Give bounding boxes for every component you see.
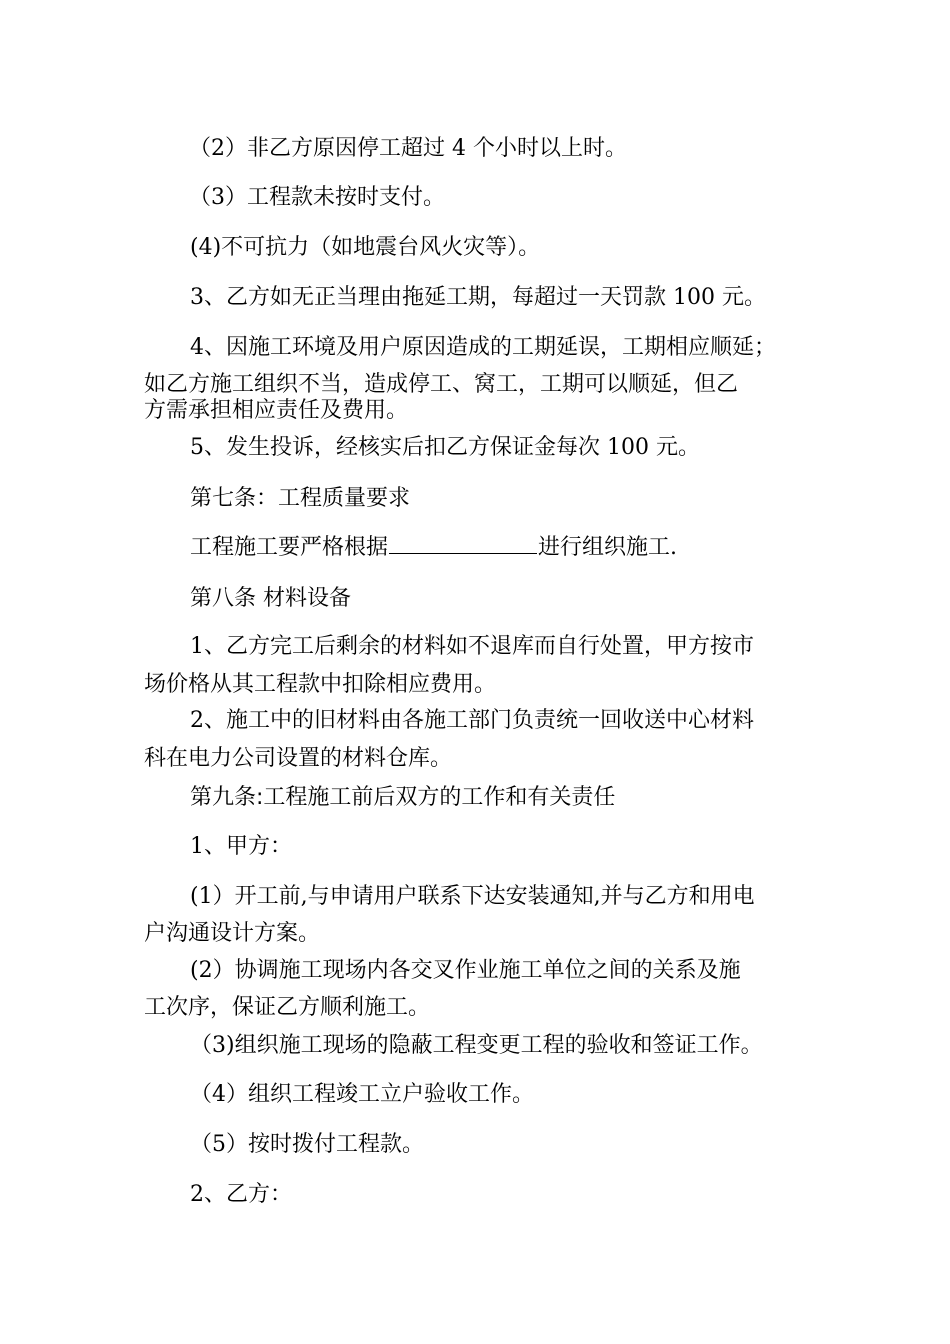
text-segment: 工程施工要严格根据	[190, 535, 389, 560]
paragraph-line: 场价格从其工程款中扣除相应费用。	[144, 672, 497, 697]
text-segment: 进行组织施工.	[538, 535, 678, 560]
paragraph-line: 1、甲方：	[190, 834, 292, 859]
paragraph-line: （4）组织工程竣工立户验收工作。	[190, 1082, 534, 1107]
paragraph-line: 3、乙方如无正当理由拖延工期，每超过一天罚款 100 元。	[190, 285, 766, 310]
paragraph-line: (2）协调施工现场内各交叉作业施工单位之间的关系及施	[190, 958, 741, 983]
paragraph-line: (1）开工前,与申请用户联系下达安装通知,并与乙方和用电	[190, 884, 755, 909]
paragraph-line: 工次序，保证乙方顺利施工。	[144, 995, 431, 1020]
paragraph-line: 2、施工中的旧材料由各施工部门负责统一回收送中心材料	[190, 708, 754, 733]
article-heading: 第九条:工程施工前后双方的工作和有关责任	[190, 785, 616, 810]
paragraph-line: 如乙方施工组织不当，造成停工、窝工，工期可以顺延，但乙	[144, 372, 739, 397]
paragraph-line: 2、乙方：	[190, 1182, 292, 1207]
paragraph-line: （3)组织施工现场的隐蔽工程变更工程的验收和签证工作。	[190, 1033, 763, 1058]
paragraph-line: （5）按时拨付工程款。	[190, 1132, 424, 1157]
paragraph-line: 科在电力公司设置的材料仓库。	[144, 746, 453, 771]
paragraph-line	[190, 533, 677, 563]
article-heading: 第八条 材料设备	[190, 586, 351, 611]
article-heading: 第七条：工程质量要求	[190, 486, 411, 511]
paragraph-line: 户沟通设计方案。	[144, 921, 321, 946]
blank-underline	[389, 533, 537, 554]
paragraph-line: 方需承担相应责任及费用。	[144, 398, 409, 423]
paragraph-line: 4、因施工环境及用户原因造成的工期延误，工期相应顺延；	[190, 335, 776, 360]
paragraph-line: (4)不可抗力（如地震台风火灾等）。	[190, 235, 541, 260]
paragraph-line: （2）非乙方原因停工超过 4 个小时以上时。	[189, 136, 627, 161]
paragraph-line: （3）工程款未按时支付。	[189, 185, 445, 210]
paragraph-line: 1、乙方完工后剩余的材料如不退库而自行处置，甲方按市	[190, 634, 754, 659]
paragraph-line: 5、发生投诉，经核实后扣乙方保证金每次 100 元。	[190, 435, 700, 460]
